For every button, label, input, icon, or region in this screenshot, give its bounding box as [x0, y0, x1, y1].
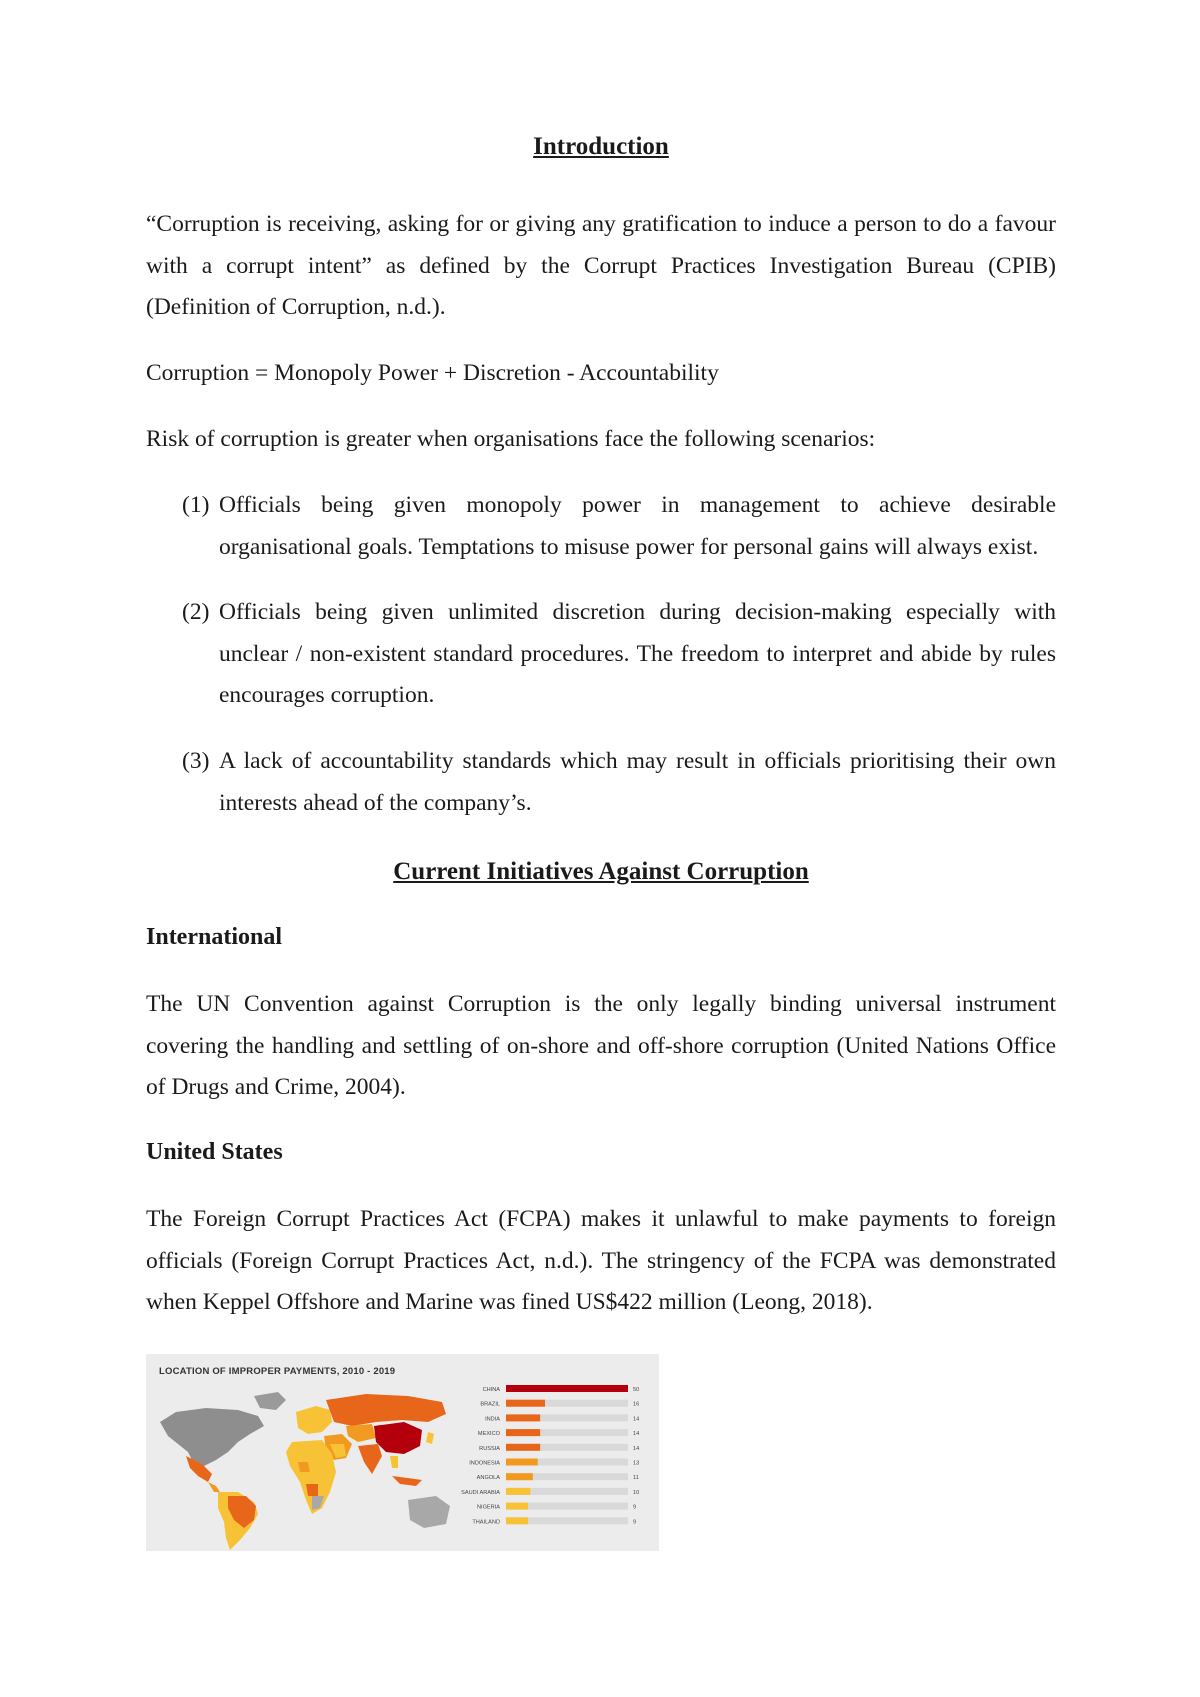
bar-value-label: 11: [633, 1475, 639, 1482]
bar-value-label: 13: [633, 1460, 640, 1467]
bar-value-label: 14: [633, 1445, 640, 1452]
bar-category-label: BRAZIL: [480, 1401, 500, 1408]
bar-value-label: 16: [633, 1401, 640, 1408]
scenario-item: [182, 741, 1056, 824]
bar-category-label: INDONESIA: [469, 1460, 500, 1467]
scenario-text: A lack of accountability standards which may result in officials prioritising their own interests ahead of the company’s.: [219, 748, 1056, 816]
bar: [506, 1444, 540, 1451]
scenario-number: (3): [182, 748, 210, 774]
bar-value-label: 9: [633, 1504, 637, 1511]
bar-category-label: ANGOLA: [476, 1475, 500, 1482]
international-paragraph: The UN Convention against Corruption is the only legally binding universal instrument covering the handling and settling of on-shore and off-shore corruption (United Nations Office of Drugs and Crime, 2004).: [146, 991, 1056, 1100]
bar-value-label: 14: [633, 1416, 640, 1423]
bar-category-label: INDIA: [485, 1416, 500, 1423]
definition-paragraph: “Corruption is receiving, asking for or giving any gratification to induce a person to do a favour with a corrupt intent” as defined by the Corrupt Practices Investigation Bureau (CPIB) (Definition of Corruption, n.d.).: [146, 211, 1056, 320]
scenario-text: Officials being given unlimited discretion during decision-making especially with unclear / non-existent standard procedures. The freedom to interpret and abide by rules encourages corruption.: [219, 599, 1056, 708]
bar-category-label: SAUDI ARABIA: [461, 1489, 500, 1496]
chart-title: LOCATION OF IMPROPER PAYMENTS, 2010 - 2019: [159, 1366, 396, 1377]
bar-category-label: MEXICO: [477, 1431, 500, 1438]
risk-lead-paragraph: Risk of corruption is greater when organisations face the following scenarios:: [146, 426, 876, 452]
intro-heading: Introduction: [533, 133, 669, 160]
bar: [506, 1517, 528, 1524]
bar: [506, 1459, 538, 1466]
corruption-formula: Corruption = Monopoly Power + Discretion - Accountability: [146, 360, 719, 386]
bar-value-label: 9: [633, 1519, 637, 1526]
bar-chart-area: [146, 1354, 659, 1551]
bar: [506, 1429, 540, 1436]
bar: [506, 1503, 528, 1510]
us-paragraph: The Foreign Corrupt Practices Act (FCPA) makes it unlawful to make payments to foreign officials (Foreign Corrupt Practices Act, n.d.). The stringency of the FCPA was demonstrated when Keppel Offshore and Marine was fined US$422 million (Leong, 2018).: [146, 1206, 1056, 1315]
scenario-item: [182, 485, 1056, 568]
bar: [506, 1400, 545, 1407]
bar-category-label: CHINA: [482, 1387, 500, 1393]
bar-value-label: 50: [633, 1387, 640, 1393]
initiatives-heading: Current Initiatives Against Corruption: [393, 858, 809, 885]
scenario-number: (1): [182, 492, 210, 518]
bar: [506, 1385, 628, 1392]
bar: [506, 1414, 540, 1421]
bar-category-label: RUSSIA: [479, 1445, 500, 1452]
improper-payments-figure: [146, 1354, 659, 1551]
bar: [506, 1488, 530, 1495]
scenario-text: Officials being given monopoly power in management to achieve desirable organisational goals. Temptations to misuse power for personal gains will always exist.: [219, 492, 1056, 560]
us-subheading: United States: [146, 1139, 283, 1165]
bar-value-label: 14: [633, 1431, 640, 1438]
bar-category-label: NIGERIA: [476, 1504, 500, 1511]
international-subheading: International: [146, 924, 283, 950]
bar: [506, 1473, 533, 1480]
bar-value-label: 10: [633, 1489, 640, 1496]
scenario-number: (2): [182, 599, 210, 625]
scenario-item: [182, 592, 1056, 717]
bar-category-label: THAILAND: [472, 1519, 500, 1526]
